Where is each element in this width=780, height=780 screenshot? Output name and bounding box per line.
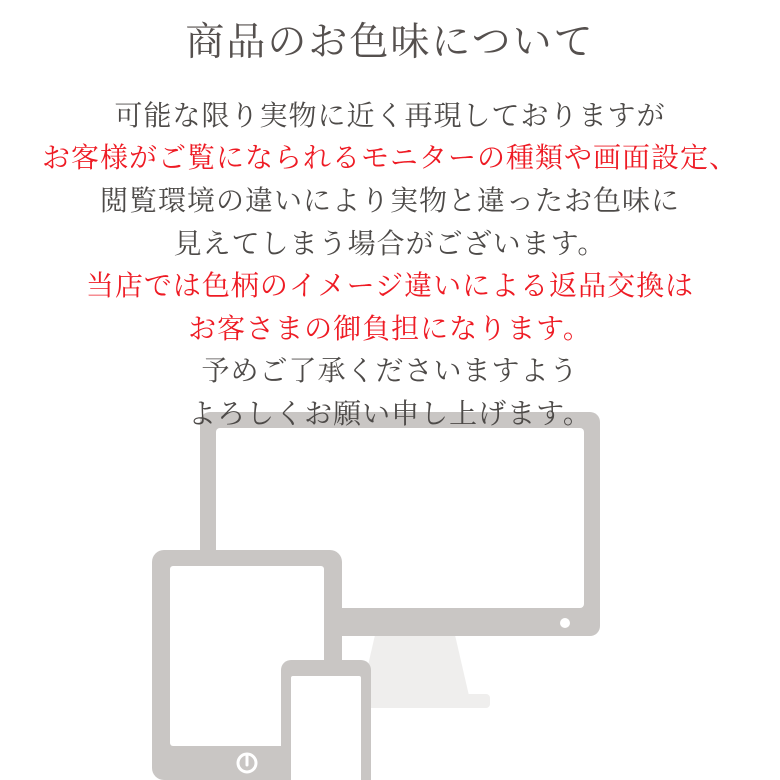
disclaimer-line: 閲覧環境の違いにより実物と違ったお色味に (99, 183, 680, 217)
disclaimer-line: よろしくお願い申し上げます。 (188, 396, 592, 430)
page-title: 商品のお色味について (185, 20, 595, 65)
smartphone-device-icon (281, 660, 371, 780)
disclaimer-line: 可能な限り実物に近く再現しておりますが (114, 98, 666, 132)
disclaimer-line: 当店では色柄のイメージ違いによる返品交換は (85, 269, 695, 303)
disclaimer-line: お客様がご覧になられるモニターの種類や画面設定、 (41, 141, 738, 175)
disclaimer-line: 見えてしまう場合がございます。 (173, 226, 607, 260)
disclaimer-line: 予めご了承くださいますよう (201, 354, 579, 388)
disclaimer-body (0, 95, 780, 435)
disclaimer-line: お客さまの御負担になります。 (188, 311, 592, 345)
